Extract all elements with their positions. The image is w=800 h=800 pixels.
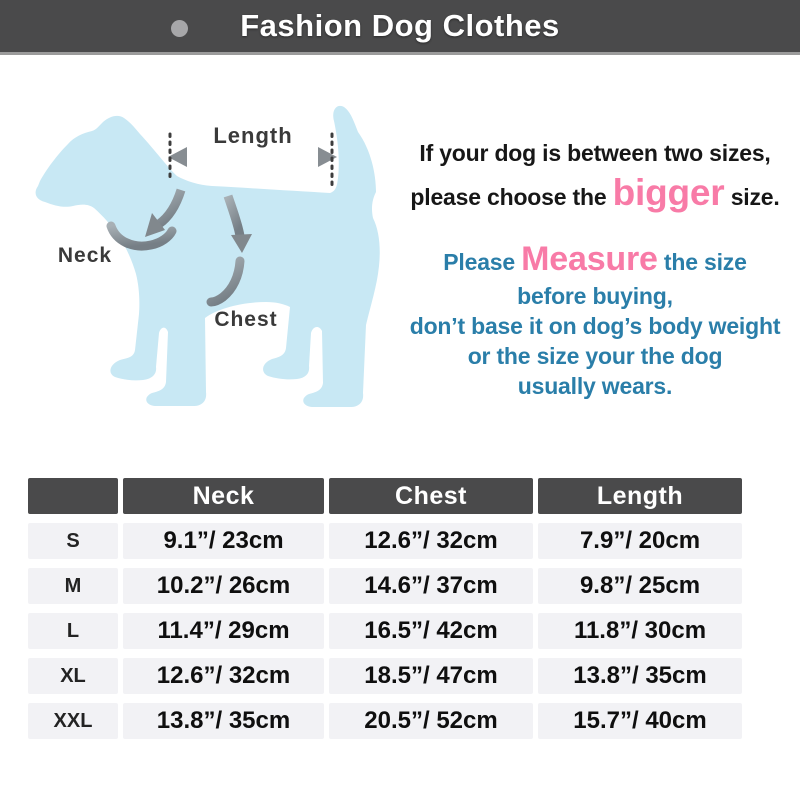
column-header-length: Length bbox=[538, 478, 742, 514]
cell-l-neck: 11.4”/ 29cm bbox=[123, 613, 324, 649]
measure-line-5: usually wears. bbox=[517, 373, 673, 399]
title-bar bbox=[0, 0, 800, 55]
row-label-s: S bbox=[28, 523, 118, 559]
measure-note bbox=[390, 240, 800, 401]
cell-xxl-chest: 20.5”/ 52cm bbox=[329, 703, 533, 739]
cell-xxl-neck: 13.8”/ 35cm bbox=[123, 703, 324, 739]
length-arrowhead-right bbox=[318, 147, 337, 167]
cell-xl-length: 13.8”/ 35cm bbox=[538, 658, 742, 694]
size-table bbox=[28, 478, 742, 739]
advice-text: please choose the bbox=[410, 184, 613, 210]
cell-s-neck: 9.1”/ 23cm bbox=[123, 523, 324, 559]
cell-xxl-length: 15.7”/ 40cm bbox=[538, 703, 742, 739]
page-title: Fashion Dog Clothes bbox=[240, 8, 560, 43]
column-header-chest: Chest bbox=[329, 478, 533, 514]
measure-highlight: Measure bbox=[521, 240, 658, 278]
column-header-neck: Neck bbox=[123, 478, 324, 514]
length-label: Length bbox=[213, 123, 293, 148]
cell-m-chest: 14.6”/ 37cm bbox=[329, 568, 533, 604]
bullet-dot-icon bbox=[171, 20, 188, 37]
row-label-m: M bbox=[28, 568, 118, 604]
measure-text: Please bbox=[443, 249, 522, 275]
measure-text: the size bbox=[657, 249, 747, 275]
measure-line-4: or the size your the dog bbox=[467, 343, 723, 369]
cell-xl-chest: 18.5”/ 47cm bbox=[329, 658, 533, 694]
advice-line-2 bbox=[390, 173, 800, 212]
measure-line-2: before buying, bbox=[517, 283, 673, 309]
row-label-xxl: XXL bbox=[28, 703, 118, 739]
measure-line-1 bbox=[390, 240, 800, 281]
neck-label: Neck bbox=[57, 244, 113, 267]
chest-label: Chest bbox=[214, 308, 278, 331]
cell-m-length: 9.8”/ 25cm bbox=[538, 568, 742, 604]
cell-xl-neck: 12.6”/ 32cm bbox=[123, 658, 324, 694]
bigger-highlight: bigger bbox=[612, 172, 725, 213]
cell-s-chest: 12.6”/ 32cm bbox=[329, 523, 533, 559]
cell-l-chest: 16.5”/ 42cm bbox=[329, 613, 533, 649]
dog-measurement-diagram bbox=[0, 90, 400, 430]
measure-line-3: don’t base it on dog’s body weight bbox=[409, 313, 781, 339]
cell-m-neck: 10.2”/ 26cm bbox=[123, 568, 324, 604]
cell-s-length: 7.9”/ 20cm bbox=[538, 523, 742, 559]
cell-l-length: 11.8”/ 30cm bbox=[538, 613, 742, 649]
size-advice-note bbox=[390, 134, 800, 212]
row-label-l: L bbox=[28, 613, 118, 649]
advice-line-1 bbox=[390, 134, 800, 173]
advice-text: size. bbox=[724, 184, 780, 210]
advice-text: If your dog is between two sizes, bbox=[419, 140, 771, 166]
row-label-xl: XL bbox=[28, 658, 118, 694]
table-corner-cell bbox=[28, 478, 118, 514]
